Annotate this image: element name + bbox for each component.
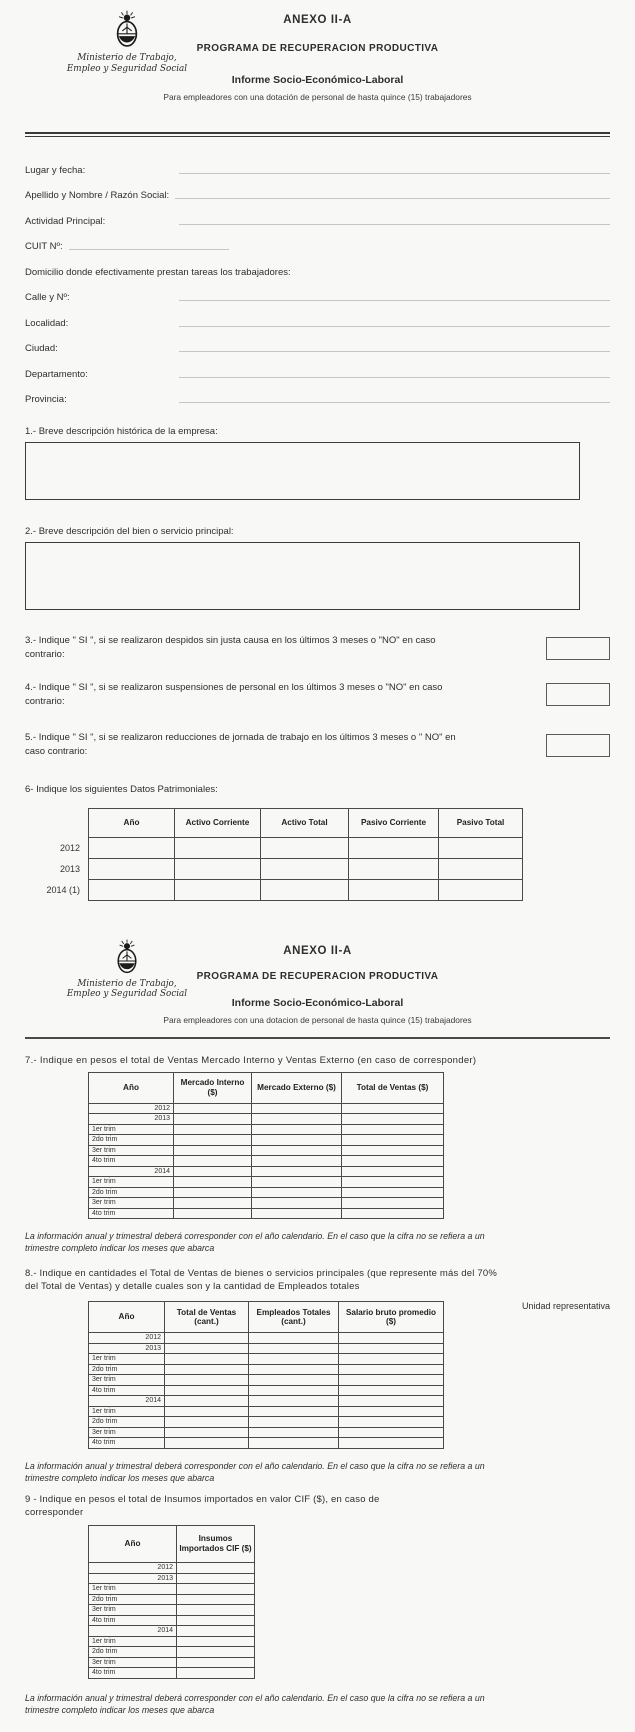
datos-patrimoniales-table	[88, 808, 523, 901]
row-label-cell: 3er trim	[89, 1427, 165, 1438]
column-header: Activo Corriente	[175, 808, 261, 837]
empty-data-cell[interactable]	[175, 858, 261, 879]
column-header: Pasivo Corriente	[349, 808, 439, 837]
header-separator	[25, 132, 610, 137]
empty-data-cell[interactable]	[174, 1145, 252, 1156]
empty-data-cell[interactable]	[339, 1427, 444, 1438]
empty-data-cell[interactable]	[349, 837, 439, 858]
annex-title: ANEXO II-A	[25, 14, 610, 26]
row-label-cell: 1er trim	[89, 1636, 177, 1647]
empty-data-cell[interactable]	[261, 858, 349, 879]
empty-data-cell[interactable]	[177, 1584, 255, 1595]
row-label-cell: 4to trim	[89, 1156, 174, 1167]
row-label-cell: 2013	[89, 1573, 177, 1584]
q1-label: 1.- Breve descripción histórica de la empresa:	[25, 426, 610, 437]
empty-data-cell[interactable]	[165, 1364, 249, 1375]
row-label-cell: 2do trim	[89, 1594, 177, 1605]
q5-answer-box[interactable]	[546, 734, 610, 757]
row-label-cell: 3er trim	[89, 1198, 174, 1209]
departamento-input-line[interactable]	[179, 376, 610, 378]
empty-data-cell[interactable]	[177, 1647, 255, 1658]
q2-label: 2.- Breve descripción del bien o servicio principal:	[25, 526, 610, 537]
localidad-input-line[interactable]	[179, 325, 610, 327]
table-row	[89, 837, 523, 858]
empty-data-cell[interactable]	[342, 1103, 444, 1114]
empty-data-cell[interactable]	[174, 1177, 252, 1188]
empty-data-cell[interactable]	[261, 879, 349, 900]
column-header: Empleados Totales (cant.)	[249, 1302, 339, 1333]
empty-data-cell[interactable]	[339, 1385, 444, 1396]
table-row	[89, 1636, 255, 1647]
empty-data-cell[interactable]	[342, 1114, 444, 1125]
empty-data-cell[interactable]	[249, 1438, 339, 1449]
note-trimestral: La información anual y trimestral deberá corresponder con el año calendario. En el caso que la cifra no se refiera a un trimestre completo indicar los meses que abarca	[25, 1461, 495, 1485]
column-header: Pasivo Total	[439, 808, 523, 837]
empty-data-cell[interactable]	[339, 1364, 444, 1375]
empty-data-cell[interactable]	[342, 1187, 444, 1198]
column-header: Año	[89, 1072, 174, 1103]
empty-data-cell[interactable]	[177, 1626, 255, 1637]
field-row	[25, 330, 610, 356]
field-row	[25, 151, 610, 177]
ventas-cantidades-table	[88, 1301, 444, 1449]
empty-data-cell[interactable]	[252, 1135, 342, 1146]
q2-description-box[interactable]	[25, 542, 580, 610]
question-3	[25, 634, 610, 663]
field-row	[25, 355, 610, 381]
question-4	[25, 681, 610, 710]
page1-header	[25, 0, 610, 130]
table-row	[89, 1145, 444, 1156]
column-header: Total de Ventas ($)	[342, 1072, 444, 1103]
table-row	[89, 879, 523, 900]
row-label-cell: 2012	[89, 1563, 177, 1574]
field-label: Localidad:	[25, 318, 173, 330]
empty-data-cell[interactable]	[174, 1198, 252, 1209]
identification-fields	[25, 151, 610, 406]
page-gap	[25, 901, 610, 935]
field-row	[25, 228, 610, 254]
empty-data-cell[interactable]	[177, 1563, 255, 1574]
page2-header	[25, 935, 610, 1035]
ciudad-input-line[interactable]	[179, 350, 610, 352]
report-title: Informe Socio-Económico-Laboral	[25, 997, 610, 1009]
note-trimestral: La información anual y trimestral deberá corresponder con el año calendario. En el caso que la cifra no se refiera a un trimestre completo indicar los meses que abarca	[25, 1693, 495, 1717]
table-row	[89, 1563, 255, 1574]
ministry-name-line2: Empleo y Seguridad Social	[47, 64, 207, 75]
table-row	[89, 1354, 444, 1365]
year-label: 2014 (1)	[25, 880, 80, 901]
field-label: Actividad Principal:	[25, 216, 173, 228]
field-row	[25, 177, 610, 203]
row-label-cell: 3er trim	[89, 1605, 177, 1616]
row-label-cell: 4to trim	[89, 1615, 177, 1626]
q6-label: 6- Indique los siguientes Datos Patrimoniales:	[25, 784, 610, 795]
q3-label: 3.- Indique " SI ", si se realizaron despidos sin justa causa en los últimos 3 meses o "NO" en caso contrario:	[25, 634, 470, 663]
table-row	[89, 1668, 255, 1679]
table-row	[89, 858, 523, 879]
question-2	[25, 526, 610, 610]
empty-data-cell[interactable]	[252, 1124, 342, 1135]
row-label-cell: 1er trim	[89, 1584, 177, 1595]
empty-data-cell[interactable]	[339, 1375, 444, 1386]
row-label-cell: 2012	[89, 1103, 174, 1114]
empty-data-cell[interactable]	[165, 1385, 249, 1396]
table-row	[89, 1156, 444, 1167]
field-label: Lugar y fecha:	[25, 165, 173, 177]
report-title: Informe Socio-Económico-Laboral	[25, 74, 610, 86]
empty-data-cell[interactable]	[249, 1375, 339, 1386]
empty-data-cell[interactable]	[342, 1166, 444, 1177]
coat-of-arms-icon	[113, 939, 141, 976]
field-label: Provincia:	[25, 394, 173, 406]
table-row	[89, 1396, 444, 1407]
table-row	[89, 1187, 444, 1198]
empty-data-cell[interactable]	[249, 1427, 339, 1438]
datos-patrimoniales-block	[25, 808, 610, 901]
empty-data-cell[interactable]	[252, 1166, 342, 1177]
empty-data-cell[interactable]	[252, 1177, 342, 1188]
empty-data-cell[interactable]	[165, 1343, 249, 1354]
column-header: Activo Total	[261, 808, 349, 837]
empty-data-cell[interactable]	[439, 858, 523, 879]
empty-data-cell[interactable]	[349, 858, 439, 879]
empty-data-cell[interactable]	[174, 1103, 252, 1114]
bottom-padding	[25, 1716, 610, 1732]
row-label-cell: 2012	[89, 1333, 165, 1344]
empty-data-cell[interactable]	[177, 1594, 255, 1605]
q7-label: 7.- Indique en pesos el total de Ventas Mercado Interno y Ventas Externo (en caso de corresponder)	[25, 1055, 610, 1066]
empty-data-cell[interactable]	[174, 1166, 252, 1177]
note-trimestral: La información anual y trimestral deberá corresponder con el año calendario. En el caso que la cifra no se refiera a un trimestre completo indicar los meses que abarca	[25, 1231, 495, 1255]
table-row	[89, 1594, 255, 1605]
row-label-cell: 4to trim	[89, 1438, 165, 1449]
year-label: 2012	[25, 838, 80, 859]
empty-data-cell[interactable]	[177, 1573, 255, 1584]
table-row	[89, 1438, 444, 1449]
question-8-block	[25, 1267, 610, 1449]
row-label-cell: 3er trim	[89, 1145, 174, 1156]
coat-of-arms-icon	[112, 10, 142, 50]
table-row	[89, 1135, 444, 1146]
row-label-cell: 2do trim	[89, 1417, 165, 1428]
field-row	[25, 253, 610, 279]
empty-data-cell[interactable]	[177, 1615, 255, 1626]
empty-data-cell[interactable]	[339, 1406, 444, 1417]
empty-data-cell[interactable]	[252, 1208, 342, 1219]
q9-label: 9 - Indique en pesos el total de Insumos importados en valor CIF ($), en caso de corresponder	[25, 1493, 415, 1520]
empty-data-cell[interactable]	[439, 837, 523, 858]
empty-data-cell[interactable]	[342, 1145, 444, 1156]
column-header: Insumos Importados CIF ($)	[177, 1526, 255, 1563]
table-row	[89, 1124, 444, 1135]
empty-data-cell[interactable]	[165, 1354, 249, 1365]
row-label-cell: 1er trim	[89, 1124, 174, 1135]
empty-data-cell[interactable]	[252, 1103, 342, 1114]
row-label-cell: 2do trim	[89, 1135, 174, 1146]
q3-answer-box[interactable]	[546, 637, 610, 660]
column-header: Año	[89, 1302, 165, 1333]
field-label: Apellido y Nombre / Razón Social:	[25, 190, 169, 202]
lugar-fecha-input-line[interactable]	[179, 172, 610, 174]
provincia-input-line[interactable]	[179, 401, 610, 403]
empty-data-cell[interactable]	[177, 1657, 255, 1668]
empty-data-cell[interactable]	[342, 1156, 444, 1167]
empty-data-cell[interactable]	[349, 879, 439, 900]
empty-data-cell[interactable]	[175, 879, 261, 900]
ventas-mercado-table	[88, 1072, 444, 1220]
empty-data-cell[interactable]	[252, 1198, 342, 1209]
empty-data-cell[interactable]	[174, 1114, 252, 1125]
table-row	[89, 1647, 255, 1658]
insumos-importados-table	[88, 1525, 255, 1679]
q4-label: 4.- Indique " SI ", si se realizaron suspensiones de personal en los últimos 3 meses o "NO" en caso contrario:	[25, 681, 470, 710]
empty-data-cell[interactable]	[165, 1438, 249, 1449]
column-header: Año	[89, 1526, 177, 1563]
ministry-name-line1: Ministerio de Trabajo,	[47, 979, 207, 990]
row-label-cell: 2014	[89, 1396, 165, 1407]
empty-data-cell[interactable]	[165, 1417, 249, 1428]
row-label-cell: 4to trim	[89, 1668, 177, 1679]
row-label-cell	[89, 837, 175, 858]
row-label-cell: 1er trim	[89, 1406, 165, 1417]
row-label-cell	[89, 879, 175, 900]
q4-answer-box[interactable]	[546, 683, 610, 706]
empty-data-cell[interactable]	[342, 1124, 444, 1135]
table-row	[89, 1626, 255, 1637]
empty-data-cell[interactable]	[249, 1396, 339, 1407]
empty-data-cell[interactable]	[249, 1406, 339, 1417]
empty-data-cell[interactable]	[342, 1208, 444, 1219]
row-label-cell: 2do trim	[89, 1364, 165, 1375]
empty-data-cell[interactable]	[177, 1605, 255, 1616]
field-row	[25, 304, 610, 330]
field-row	[25, 381, 610, 407]
ministry-name-line2: Empleo y Seguridad Social	[47, 989, 207, 1000]
column-header: Mercado Externo ($)	[252, 1072, 342, 1103]
field-label: Departamento:	[25, 369, 173, 381]
cuit-input-line[interactable]	[69, 248, 229, 250]
q5-label: 5.- Indique " SI ", si se realizaron reducciones de jornada de trabajo en los últimos 3 meses o " NO" en caso contrario:	[25, 731, 470, 760]
table-row	[89, 1615, 255, 1626]
table-row	[89, 1333, 444, 1344]
column-header: Mercado Interno ($)	[174, 1072, 252, 1103]
field-label: Ciudad:	[25, 343, 173, 355]
table-row	[89, 1166, 444, 1177]
field-row	[25, 279, 610, 305]
table-row	[89, 1406, 444, 1417]
empty-data-cell[interactable]	[177, 1636, 255, 1647]
table-row	[89, 1427, 444, 1438]
row-label-cell: 2014	[89, 1626, 177, 1637]
unidad-representativa-note: Unidad representativa	[522, 1301, 610, 1311]
table-row	[89, 1375, 444, 1386]
empty-data-cell[interactable]	[249, 1364, 339, 1375]
actividad-principal-input-line[interactable]	[179, 223, 610, 225]
empty-data-cell[interactable]	[261, 837, 349, 858]
empty-data-cell[interactable]	[177, 1668, 255, 1679]
row-label-cell: 1er trim	[89, 1354, 165, 1365]
empty-data-cell[interactable]	[339, 1343, 444, 1354]
ministry-logo	[47, 939, 207, 1001]
empty-data-cell[interactable]	[174, 1187, 252, 1198]
annex-title: ANEXO II-A	[25, 945, 610, 957]
empty-data-cell[interactable]	[249, 1417, 339, 1428]
column-header: Salario bruto promedio ($)	[339, 1302, 444, 1333]
table-row	[89, 1343, 444, 1354]
empty-data-cell[interactable]	[249, 1354, 339, 1365]
header-separator	[25, 1037, 610, 1039]
empty-data-cell[interactable]	[252, 1187, 342, 1198]
table-row	[89, 1177, 444, 1188]
empty-data-cell[interactable]	[249, 1343, 339, 1354]
empty-data-cell[interactable]	[342, 1198, 444, 1209]
calle-input-line[interactable]	[179, 299, 610, 301]
table-row	[89, 1417, 444, 1428]
row-label-cell: 2do trim	[89, 1187, 174, 1198]
empty-data-cell[interactable]	[165, 1396, 249, 1407]
empty-data-cell[interactable]	[165, 1406, 249, 1417]
q8-label: 8.- Indique en cantidades el Total de Ventas de bienes o servicios principales (que represente más del 70% del Total de Ventas) y detalle cuales son y la cantidad de Empleados totales	[25, 1267, 505, 1294]
field-row	[25, 202, 610, 228]
razon-social-input-line[interactable]	[175, 197, 610, 199]
row-label-cell	[89, 858, 175, 879]
program-title: PROGRAMA DE RECUPERACION PRODUCTIVA	[25, 971, 610, 982]
empty-data-cell[interactable]	[249, 1385, 339, 1396]
row-label-cell: 4to trim	[89, 1208, 174, 1219]
field-label: Calle y Nº:	[25, 292, 173, 304]
empty-data-cell[interactable]	[342, 1135, 444, 1146]
empty-data-cell[interactable]	[174, 1135, 252, 1146]
row-label-cell: 4to trim	[89, 1385, 165, 1396]
empty-data-cell[interactable]	[252, 1145, 342, 1156]
table-row	[89, 1208, 444, 1219]
empty-data-cell[interactable]	[165, 1375, 249, 1386]
empty-data-cell[interactable]	[439, 879, 523, 900]
row-label-cell: 2do trim	[89, 1647, 177, 1658]
column-header: Año	[89, 808, 175, 837]
empty-data-cell[interactable]	[249, 1333, 339, 1344]
question-1	[25, 426, 610, 500]
program-title: PROGRAMA DE RECUPERACION PRODUCTIVA	[25, 43, 610, 54]
empty-data-cell[interactable]	[165, 1333, 249, 1344]
row-label-cell: 2013	[89, 1114, 174, 1125]
table-row	[89, 1114, 444, 1125]
empty-data-cell[interactable]	[174, 1124, 252, 1135]
row-label-cell: 3er trim	[89, 1657, 177, 1668]
column-header: Total de Ventas (cant.)	[165, 1302, 249, 1333]
question-5	[25, 731, 610, 760]
table-row	[89, 1657, 255, 1668]
table-row	[89, 1385, 444, 1396]
empty-data-cell[interactable]	[339, 1354, 444, 1365]
row-label-cell: 2014	[89, 1166, 174, 1177]
table-row	[89, 1364, 444, 1375]
table-row	[89, 1103, 444, 1114]
empty-data-cell[interactable]	[252, 1114, 342, 1125]
report-subtitle: Para empleadores con una dotacion de personal de hasta quince (15) trabajadores	[25, 1015, 610, 1025]
field-label: Domicilio donde efectivamente prestan tareas los trabajadores:	[25, 267, 291, 279]
table-row	[89, 1584, 255, 1595]
empty-data-cell[interactable]	[165, 1427, 249, 1438]
empty-data-cell[interactable]	[339, 1438, 444, 1449]
empty-data-cell[interactable]	[342, 1177, 444, 1188]
table-row	[89, 1573, 255, 1584]
table-row	[89, 1605, 255, 1616]
year-label: 2013	[25, 859, 80, 880]
ministry-logo	[47, 10, 207, 75]
empty-data-cell[interactable]	[339, 1417, 444, 1428]
report-subtitle: Para empleadores con una dotación de personal de hasta quince (15) trabajadores	[25, 92, 610, 102]
year-labels-column	[25, 808, 88, 901]
q1-description-box[interactable]	[25, 442, 580, 500]
empty-data-cell[interactable]	[339, 1333, 444, 1344]
page-2	[0, 935, 635, 1732]
empty-data-cell[interactable]	[252, 1156, 342, 1167]
row-label-cell: 1er trim	[89, 1177, 174, 1188]
row-label-cell: 2013	[89, 1343, 165, 1354]
empty-data-cell[interactable]	[174, 1156, 252, 1167]
empty-data-cell[interactable]	[174, 1208, 252, 1219]
empty-data-cell[interactable]	[339, 1396, 444, 1407]
field-label: CUIT Nº:	[25, 241, 63, 253]
ministry-name-line1: Ministerio de Trabajo,	[47, 53, 207, 64]
empty-data-cell[interactable]	[175, 837, 261, 858]
table-row	[89, 1198, 444, 1209]
row-label-cell: 3er trim	[89, 1375, 165, 1386]
